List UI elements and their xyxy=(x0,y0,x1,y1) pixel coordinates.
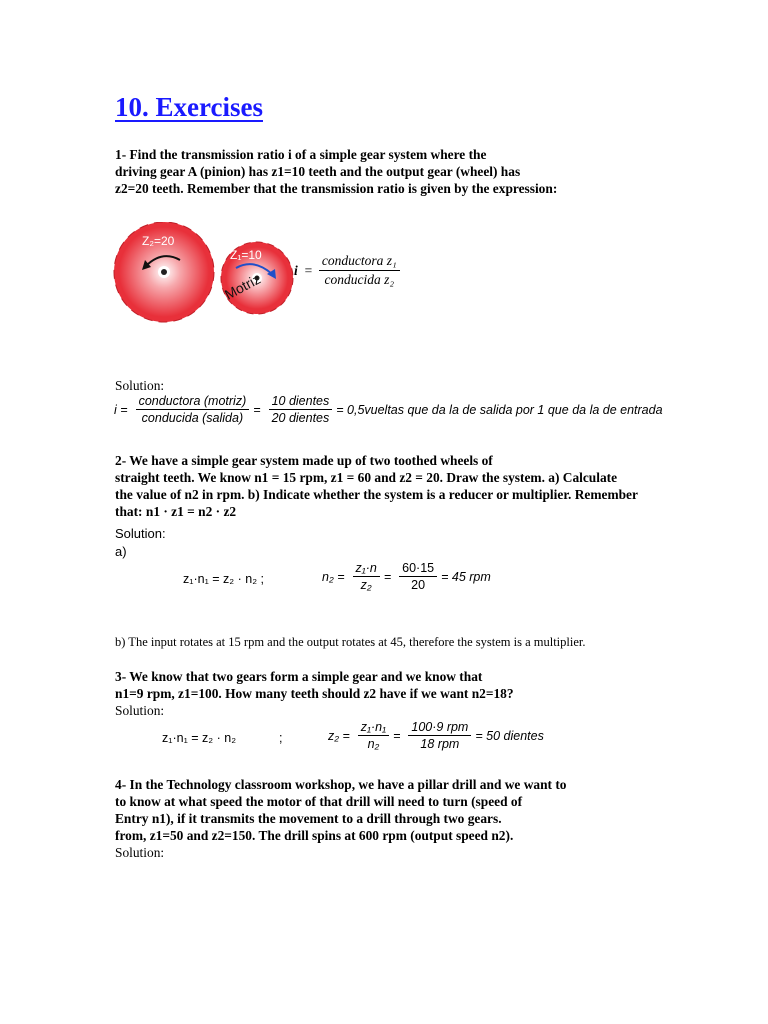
exercise-1-text xyxy=(115,146,557,197)
exercise-3-text xyxy=(115,668,514,702)
exercise-2-fraction-1 xyxy=(353,561,380,592)
exercise-4-line: from, z1=50 and z2=150. The drill spins at 600 rpm (output speed n2). xyxy=(115,828,514,843)
exercise-2-line: that: n1 · z1 = n2 · z2 xyxy=(115,504,237,519)
exercise-3-f1-den: n₂ xyxy=(367,737,380,751)
exercise-3-lhs: z₂ = xyxy=(328,728,350,743)
solution-1-f1-num: conductora (motriz) xyxy=(136,394,250,410)
exercise-4-line: 4- In the Technology classroom workshop, we have a pillar drill and we want to xyxy=(115,777,567,792)
exercise-1-solution-label: Solution: xyxy=(115,378,165,393)
exercise-3-solution-label: Solution: xyxy=(115,703,165,718)
gear-diagram xyxy=(112,222,302,332)
solution-1-f2-num: 10 dientes xyxy=(269,394,333,410)
exercise-3-result: = 50 dientes xyxy=(475,728,544,743)
exercise-2-line: straight teeth. We know n1 = 15 rpm, z1 = 60 and z2 = 20. Draw the system. a) Calculate xyxy=(115,470,618,485)
exercise-4-text xyxy=(115,776,566,844)
solution-1-f1-den: conducida (salida) xyxy=(141,411,244,425)
exercise-2-line: 2- We have a simple gear system made up of two toothed wheels of xyxy=(115,453,493,468)
exercise-4-line: to know at what speed the motor of that drill will need to turn (speed of xyxy=(115,794,523,809)
exercise-2-f2-den: 20 xyxy=(411,578,426,592)
solution-1-fraction-2 xyxy=(269,394,333,425)
motor-label: Motriz xyxy=(221,270,264,303)
exercise-3-line: 3- We know that two gears form a simple gear and we know that xyxy=(115,669,483,684)
exercise-3-equation-right: z₂ = $\frac{\text{z₁·n₁}}{\text{n₂}}$ = $\frac{\text{100·9 rpm}}{\text{18 rpm}}$ = 50 dientes xyxy=(328,720,544,751)
exercise-2-part-a: a) xyxy=(115,544,127,559)
exercise-2-solution-label: Solution: xyxy=(115,526,166,541)
exercise-3-f1-num: z₁·n₁ xyxy=(358,720,389,736)
exercise-2-fraction-2 xyxy=(399,561,437,592)
page-title: 10. Exercises xyxy=(115,92,263,122)
exercise-3-fraction-2 xyxy=(408,720,471,751)
ratio-numerator: conductora z₁ xyxy=(319,253,400,271)
exercise-1-line: 1- Find the transmission ratio i of a simple gear system where the xyxy=(115,147,487,162)
exercise-3-line: n1=9 rpm, z1=100. How many teeth should z2 have if we want n2=18? xyxy=(115,686,514,701)
ratio-symbol: i xyxy=(294,262,298,278)
exercise-3-equation-separator: ; xyxy=(279,731,283,745)
exercise-2-lhs: n₂ = xyxy=(322,569,345,584)
exercise-3-fraction-1 xyxy=(358,720,389,751)
solution-1-lhs: i = xyxy=(114,402,128,417)
exercise-2-f2-num: 60·15 xyxy=(399,561,437,577)
exercise-4-solution-label: Solution: xyxy=(115,845,165,860)
exercise-2-line: the value of n2 in rpm. b) Indicate whether the system is a reducer or multiplier. Remember xyxy=(115,487,638,502)
exercise-3-f2-num: 100·9 rpm xyxy=(408,720,471,736)
exercise-3-f2-den: 18 rpm xyxy=(420,737,460,751)
solution-1-result: = 0,5vueltas que da la de salida por 1 que da la de entrada xyxy=(336,402,663,417)
exercise-2-equation-right: n₂ = $\frac{\text{z₁·n}}{\text{z₂}}$ = $\frac{60\cdot 15}{20}$ = 45 rpm xyxy=(322,561,491,592)
exercise-2-result: = 45 rpm xyxy=(441,569,491,584)
exercise-2-text xyxy=(115,452,638,520)
exercise-2-f1-num: z₁·n xyxy=(353,561,380,577)
solution-1-fraction-1 xyxy=(136,394,250,425)
exercise-3-equation-left: z₁·n₁ = z₂ · n₂ xyxy=(162,731,237,745)
ratio-denominator: conducida z₂ xyxy=(324,272,395,287)
big-gear-label: Z₂=20 xyxy=(142,234,175,248)
exercise-2-equation-left: z₁·n₁ = z₂ · n₂ ; xyxy=(183,572,265,586)
exercise-1-line: z2=20 teeth. Remember that the transmission ratio is given by the expression: xyxy=(115,181,558,196)
exercise-1-line: driving gear A (pinion) has z1=10 teeth and the output gear (wheel) has xyxy=(115,164,521,179)
exercise-4-line: Entry n1), if it transmits the movement to a drill through two gears. xyxy=(115,811,502,826)
exercise-1-solution-equation: i = $\frac{\text{conductora (motriz)}}{\text{conducida (salida)}}$ = $\frac{\text{10 dientes}}{\text{20 dientes}}$ = 0,5vueltas que da la de salida por 1 que da la de entrada xyxy=(114,394,663,425)
solution-1-f2-den: 20 dientes xyxy=(271,411,330,425)
ratio-formula: i = $\frac{\text{conductora z₁}}{\text{conducida z₂}}$ xyxy=(294,253,404,288)
exercise-2-f1-den: z₂ xyxy=(360,578,372,592)
ratio-fraction xyxy=(319,253,400,288)
exercise-2-part-b: b) The input rotates at 15 rpm and the output rotates at 45, therefore the system is a multiplier. xyxy=(115,635,586,649)
small-gear-label: Z₁=10 xyxy=(230,248,262,262)
